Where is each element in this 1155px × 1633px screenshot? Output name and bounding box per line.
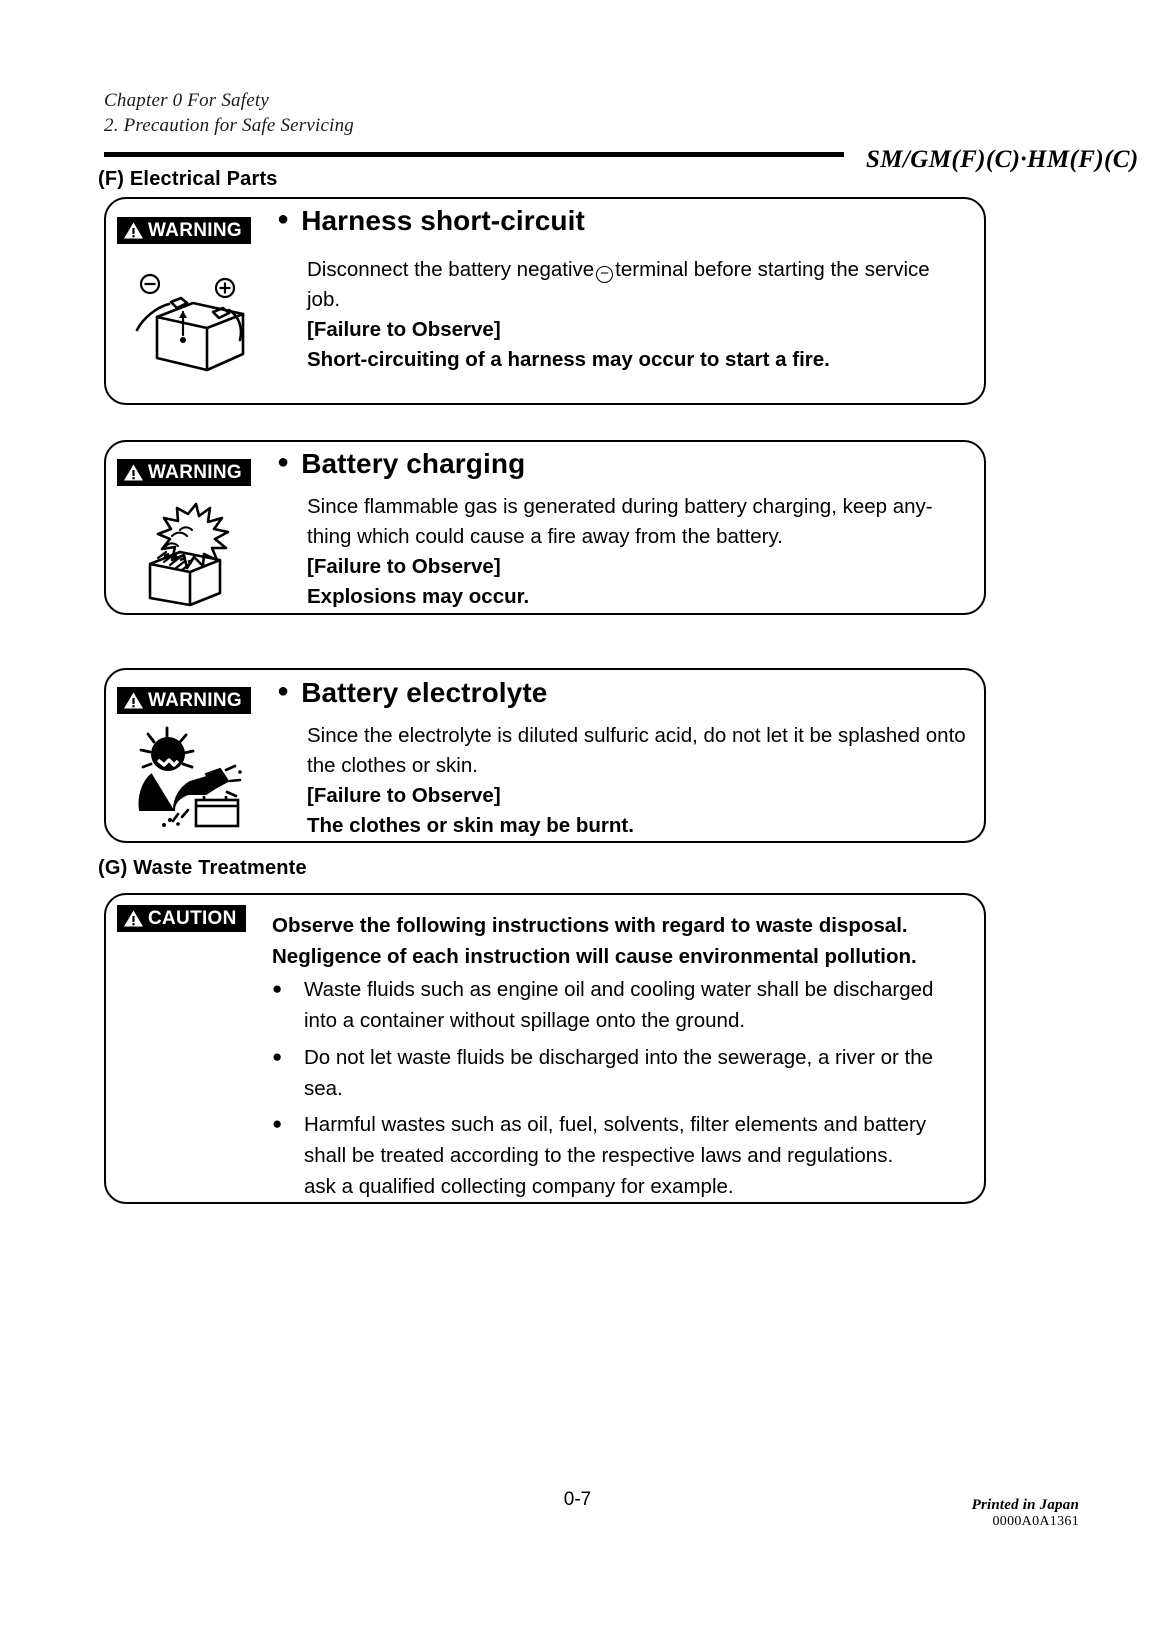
warning-badge-2 [117, 459, 251, 486]
failure-to-observe-label-3: [Failure to Observe] [307, 784, 501, 808]
list-item [272, 1043, 978, 1105]
caution-lead-line2: Negligence of each instruction will cause environmental pollution. [272, 945, 917, 969]
failure-consequence-3: The clothes or skin may be burnt. [307, 814, 634, 838]
header-rule-row [104, 140, 1139, 174]
waste-bullet-3-line3: ask a qualified collecting company for example. [304, 1174, 734, 1198]
waste-bullet-1-line1: Waste fluids such as engine oil and cooling water shall be discharged [304, 978, 934, 1001]
electrolyte-body-line2: the clothes or skin. [307, 754, 478, 778]
bullet-dot-icon: ● [272, 1047, 283, 1066]
waste-bullet-2-body [304, 1043, 978, 1105]
caution-triangle-icon [123, 909, 144, 928]
section-heading-waste-treatment: (G) Waste Treatmente [98, 857, 307, 879]
chapter-info [104, 88, 1067, 138]
battery-explosion-icon [128, 502, 253, 607]
waste-bullet-3-body [304, 1110, 978, 1202]
warning-body-harness [307, 255, 979, 376]
bullet-dot-icon: ● [272, 1114, 283, 1133]
chapter-subtitle: 2. Precaution for Safe Servicing [104, 115, 355, 137]
warning-title-battery-charging: ● Battery charging [277, 448, 526, 479]
bullet-dot-icon: ● [277, 680, 290, 702]
page-number: 0-7 [563, 1489, 592, 1510]
warning-title-harness: ● Harness short-circuit [277, 205, 585, 236]
waste-bullet-3-line1: Harmful wastes such as oil, fuel, solvents, filter elements and battery [304, 1113, 927, 1136]
printed-in-label: Printed in Japan [971, 1497, 1079, 1513]
chapter-title: Chapter 0 For Safety [104, 90, 269, 111]
bullet-dot-icon: ● [272, 979, 283, 998]
waste-bullet-2-line1: Do not let waste fluids be discharged into the sewerage, a river or the [304, 1046, 934, 1069]
caution-badge-label: CAUTION [148, 908, 237, 929]
failure-to-observe-label-1: [Failure to Observe] [307, 318, 501, 342]
list-item [272, 1110, 978, 1202]
waste-bullet-1-line2: into a container without spillage onto the ground. [304, 1008, 746, 1032]
warning-triangle-icon [123, 221, 144, 240]
warning-body-battery-charging [307, 492, 979, 613]
charging-body-line2: thing which could cause a fire away from the battery. [307, 525, 783, 549]
warning-triangle-icon [123, 463, 144, 482]
harness-body-text-a: Disconnect the battery negative [307, 258, 595, 281]
warning-badge-3 [117, 687, 251, 714]
harness-body-text-b: terminal before starting the service [615, 258, 930, 281]
bullet-dot-icon: ● [277, 208, 290, 230]
warning-badge-label: WARNING [148, 220, 242, 241]
bullet-dot-icon: ● [277, 451, 290, 473]
warning-badge-label: WARNING [148, 462, 242, 483]
failure-consequence-2: Explosions may occur. [307, 585, 530, 609]
electrolyte-body-line1: Since the electrolyte is diluted sulfuric acid, do not let it be splashed onto [307, 724, 966, 747]
model-code: SM/GM(F)(C)·HM(F)(C) [866, 146, 1139, 174]
waste-bullet-3-line2: shall be treated according to the respective laws and regulations. [304, 1143, 894, 1167]
battery-terminals-icon [125, 262, 265, 372]
page-header [104, 88, 1139, 174]
print-info [972, 1497, 1079, 1530]
waste-bullet-1-body [304, 975, 978, 1037]
warning-badge-label: WARNING [148, 690, 242, 711]
caution-lead-text [272, 910, 972, 972]
list-item [272, 975, 978, 1037]
failure-consequence-1: Short-circuiting of a harness may occur to start a fire. [307, 348, 830, 372]
warning-badge [117, 217, 251, 244]
negative-terminal-symbol-icon: − [596, 266, 613, 283]
caution-lead-line1: Observe the following instructions with regard to waste disposal. [272, 914, 908, 937]
terminal-dot [180, 337, 186, 343]
warning-triangle-icon [123, 691, 144, 710]
header-rule [104, 152, 844, 157]
warning-body-battery-electrolyte [307, 721, 985, 842]
electrolyte-splash-person-icon [126, 724, 256, 829]
harness-body-line2: job. [307, 288, 341, 312]
failure-to-observe-label-2: [Failure to Observe] [307, 555, 501, 579]
section-heading-electrical-parts: (F) Electrical Parts [98, 168, 278, 190]
document-code: 0000A0A1361 [992, 1514, 1079, 1529]
charging-body-line1: Since flammable gas is generated during battery charging, keep any- [307, 495, 933, 518]
warning-title-battery-electrolyte: ● Battery electrolyte [277, 677, 548, 708]
caution-badge [117, 905, 246, 932]
waste-bullet-2-line2: sea. [304, 1076, 343, 1100]
